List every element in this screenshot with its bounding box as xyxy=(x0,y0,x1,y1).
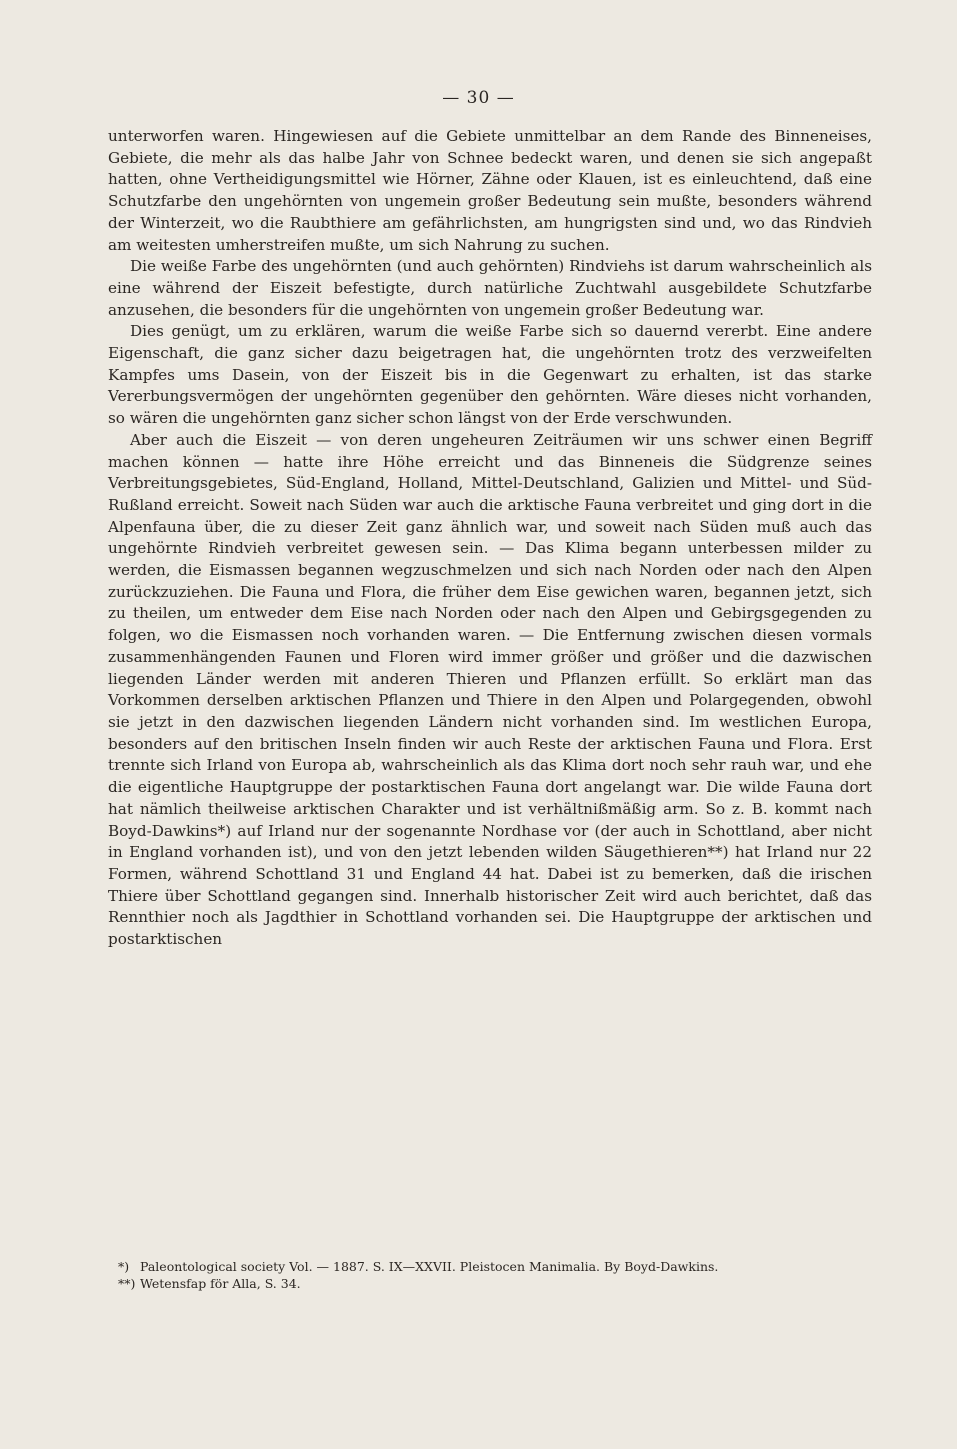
footnotes xyxy=(118,1258,878,1292)
footnote xyxy=(118,1275,878,1292)
paragraph: Dies genügt, um zu erklären, warum die weiße Farbe sich so dauernd vererbt. Eine andere Eigenschaft, die ganz sicher dazu beigetragen hat, die ungehörnten trotz des verzweifelten Kampfes ums Dasein, von der Eiszeit bis in die Gegenwart zu erhalten, ist das starke Vererbungsvermögen der ungehörnten gegenüber den gehörnten. Wäre dieses nicht vorhanden, so wären die ungehörnten ganz sicher schon längst von der Erde verschwunden. xyxy=(108,322,872,428)
footnote-mark: **) xyxy=(118,1276,136,1291)
body-text xyxy=(108,126,872,951)
footnote-text: Paleontological society Vol. — 1887. S. IX—XXVII. Pleistocen Manimalia. By Boyd-Dawkins. xyxy=(140,1259,719,1274)
footnote-text: Wetensfap för Alla, S. 34. xyxy=(140,1276,301,1291)
footnote-mark: *) xyxy=(118,1259,130,1274)
footnote xyxy=(118,1258,878,1275)
paragraph: Die weiße Farbe des ungehörnten (und auch gehörnten) Rindviehs ist darum wahrscheinlich als eine während der Eiszeit befestigte, durch natürliche Zuchtwahl ausgebildete Schutzfarbe anzusehen, die besonders für die ungehörnten von ungemein großer Bedeutung war. xyxy=(108,257,872,319)
page-number: — 30 — xyxy=(442,88,515,108)
paragraph: Aber auch die Eiszeit — von deren ungeheuren Zeiträumen wir uns schwer einen Begriff machen können — hatte ihre Höhe erreicht und das Binneneis die Südgrenze seines Verbreitungsgebietes, Süd-England, Holland, Mittel-Deutschland, Galizien und Mittel- und Süd-Rußland erreicht. Soweit nach Süden war auch die arktische Fauna verbreitet und ging dort in die Alpenfauna über, die zu dieser Zeit ganz ähnlich war, und soweit nach Süden muß auch das ungehörnte Rindvieh verbreitet gewesen sein. — Das Klima begann unterbessen milder zu werden, die Eismassen begannen wegzuschmelzen und sich nach Norden oder nach den Alpen zurückzuziehen. Die Fauna und Flora, die früher dem Eise gewichen waren, begannen jetzt, sich zu theilen, um entweder dem Eise nach Norden oder nach den Alpen und Gebirgsgegenden zu folgen, wo die Eismassen noch vorhanden waren. — Die Entfernung zwischen diesen vormals zusammenhängenden Faunen und Floren wird immer größer und größer und die dazwischen liegenden Länder werden mit anderen Thieren und Pflanzen erfüllt. So erklärt man das Vorkommen derselben arktischen Pflanzen und Thiere in den Alpen und Polargegenden, obwohl sie jetzt in den dazwischen liegenden Ländern nicht vorhanden sind. Im westlichen Europa, besonders auf den britischen Inseln finden wir auch Reste der arktischen Fauna und Flora. Erst trennte sich Irland von Europa ab, wahrscheinlich als das Klima dort noch sehr rauh war, und ehe die eigentliche Hauptgruppe der postarktischen Fauna dort angelangt war. Die wilde Fauna dort hat nämlich theilweise arktischen Charakter und ist verhältnißmäßig arm. So z. B. kommt nach Boyd-Dawkins*) auf Irland nur der sogenannte Nordhase vor (der auch in Schottland, aber nicht in England vorhanden ist), und von den jetzt lebenden wilden Säugethieren**) hat Irland nur 22 Formen, während Schottland 31 und England 44 hat. Dabei ist zu bemerken, daß die irischen Thiere über Schottland gegangen sind. Innerhalb historischer Zeit wird auch berichtet, daß das Rennthier noch als Jagdthier in Schottland vorhanden sei. Die Hauptgruppe der arktischen und postarktischen xyxy=(108,430,872,949)
paragraph: unterworfen waren. Hingewiesen auf die Gebiete unmittelbar an dem Rande des Binneneises, Gebiete, die mehr als das halbe Jahr von Schnee bedeckt waren, und denen sie sich angepaßt hatten, ohne Vertheidigungsmittel wie Hörner, Zähne oder Klauen, ist es einleuchtend, daß eine Schutzfarbe den ungehörnten von ungemein großer Bedeutung sein mußte, besonders während der Winterzeit, wo die Raubthiere am gefährlichsten, am hungrigsten sind und, wo das Rindvieh am weitesten umherstreifen mußte, um sich Nahrung zu suchen. xyxy=(108,127,872,254)
